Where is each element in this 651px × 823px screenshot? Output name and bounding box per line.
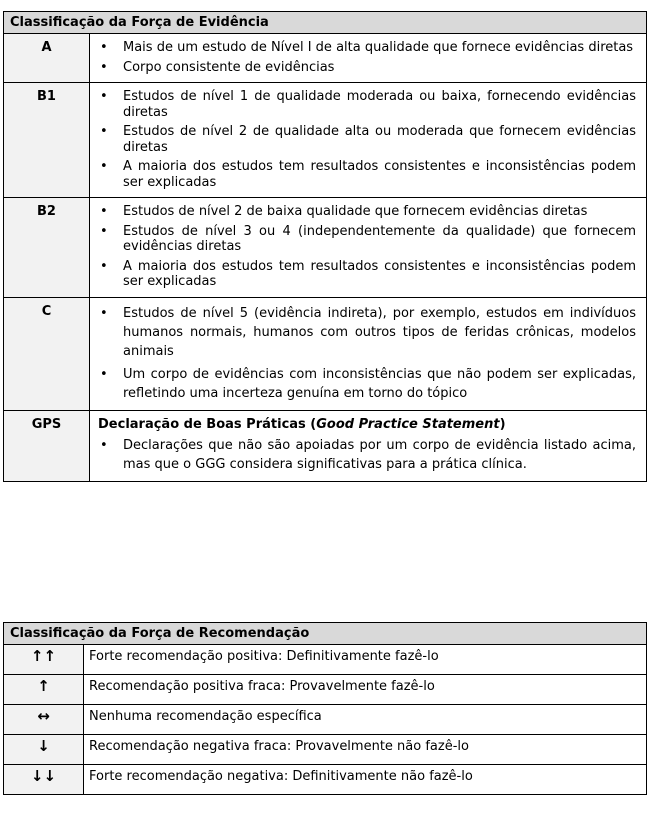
grade-label: C bbox=[4, 297, 90, 410]
recommendation-table-title: Classificação da Força de Recomendação bbox=[4, 623, 647, 645]
list-item: • Estudos de nível 1 de qualidade moderada ou baixa, fornecendo evidências diretas bbox=[98, 89, 636, 120]
evidence-row-b2 bbox=[4, 198, 647, 298]
recommendation-strength-table bbox=[3, 622, 647, 795]
list-item: • Estudos de nível 5 (evidência indireta), por exemplo, estudos em indivíduos humanos normais, humanos com outros tipos de feridas crônicas, modelos animais bbox=[98, 304, 636, 361]
recommendation-text: Forte recomendação negativa: Definitivamente não fazê-lo bbox=[84, 765, 647, 795]
evidence-table-title: Classificação da Força de Evidência bbox=[4, 12, 647, 34]
list-item: • Estudos de nível 2 de qualidade alta ou moderada que fornecem evidências diretas bbox=[98, 124, 636, 155]
evidence-row-a bbox=[4, 34, 647, 83]
list-item: • Mais de um estudo de Nível I de alta qualidade que fornece evidências diretas bbox=[98, 40, 636, 56]
evidence-strength-table bbox=[3, 11, 647, 482]
evidence-list bbox=[98, 89, 636, 190]
recommendation-text: Forte recomendação positiva: Definitivamente fazê-lo bbox=[84, 645, 647, 675]
double-down-arrow-icon: ↓↓ bbox=[4, 765, 84, 795]
list-item: • A maioria dos estudos tem resultados consistentes e inconsistências podem ser explicadas bbox=[98, 159, 636, 190]
list-item: • A maioria dos estudos tem resultados consistentes e inconsistências podem ser explicadas bbox=[98, 259, 636, 290]
recommendation-row bbox=[4, 645, 647, 675]
gps-title-suffix: ) bbox=[499, 416, 506, 432]
evidence-list bbox=[98, 40, 636, 75]
left-right-arrow-icon: ↔ bbox=[4, 705, 84, 735]
evidence-row-c bbox=[4, 297, 647, 410]
evidence-row-gps bbox=[4, 410, 647, 481]
list-item: • Declarações que não são apoiadas por um corpo de evidência listado acima, mas que o GGG considera significativas para a prática clínica. bbox=[98, 436, 636, 474]
down-arrow-icon: ↓ bbox=[4, 735, 84, 765]
recommendation-row bbox=[4, 765, 647, 795]
gps-title bbox=[98, 417, 636, 433]
grade-label: B2 bbox=[4, 198, 90, 298]
recommendation-row bbox=[4, 735, 647, 765]
recommendation-text: Recomendação positiva fraca: Provavelmente fazê-lo bbox=[84, 675, 647, 705]
recommendation-text: Nenhuma recomendação específica bbox=[84, 705, 647, 735]
grade-label: GPS bbox=[4, 410, 90, 481]
evidence-list bbox=[98, 204, 636, 290]
list-item: • Estudos de nível 2 de baixa qualidade que fornecem evidências diretas bbox=[98, 204, 636, 220]
list-item: • Um corpo de evidências com inconsistências que não podem ser explicadas, refletindo uma incerteza genuína em torno do tópico bbox=[98, 365, 636, 403]
double-up-arrow-icon: ↑↑ bbox=[4, 645, 84, 675]
list-item: • Estudos de nível 3 ou 4 (independentemente da qualidade) que fornecem evidências diretas bbox=[98, 224, 636, 255]
grade-label: B1 bbox=[4, 83, 90, 198]
gps-title-prefix: Declaração de Boas Práticas ( bbox=[98, 416, 317, 432]
evidence-list bbox=[98, 436, 636, 474]
gps-title-italic: Good Practice Statement bbox=[316, 416, 500, 432]
up-arrow-icon: ↑ bbox=[4, 675, 84, 705]
grade-label: A bbox=[4, 34, 90, 83]
evidence-list bbox=[98, 304, 636, 403]
list-item: • Corpo consistente de evidências bbox=[98, 60, 636, 76]
recommendation-text: Recomendação negativa fraca: Provavelmente não fazê-lo bbox=[84, 735, 647, 765]
recommendation-row bbox=[4, 675, 647, 705]
evidence-row-b1 bbox=[4, 83, 647, 198]
recommendation-row bbox=[4, 705, 647, 735]
